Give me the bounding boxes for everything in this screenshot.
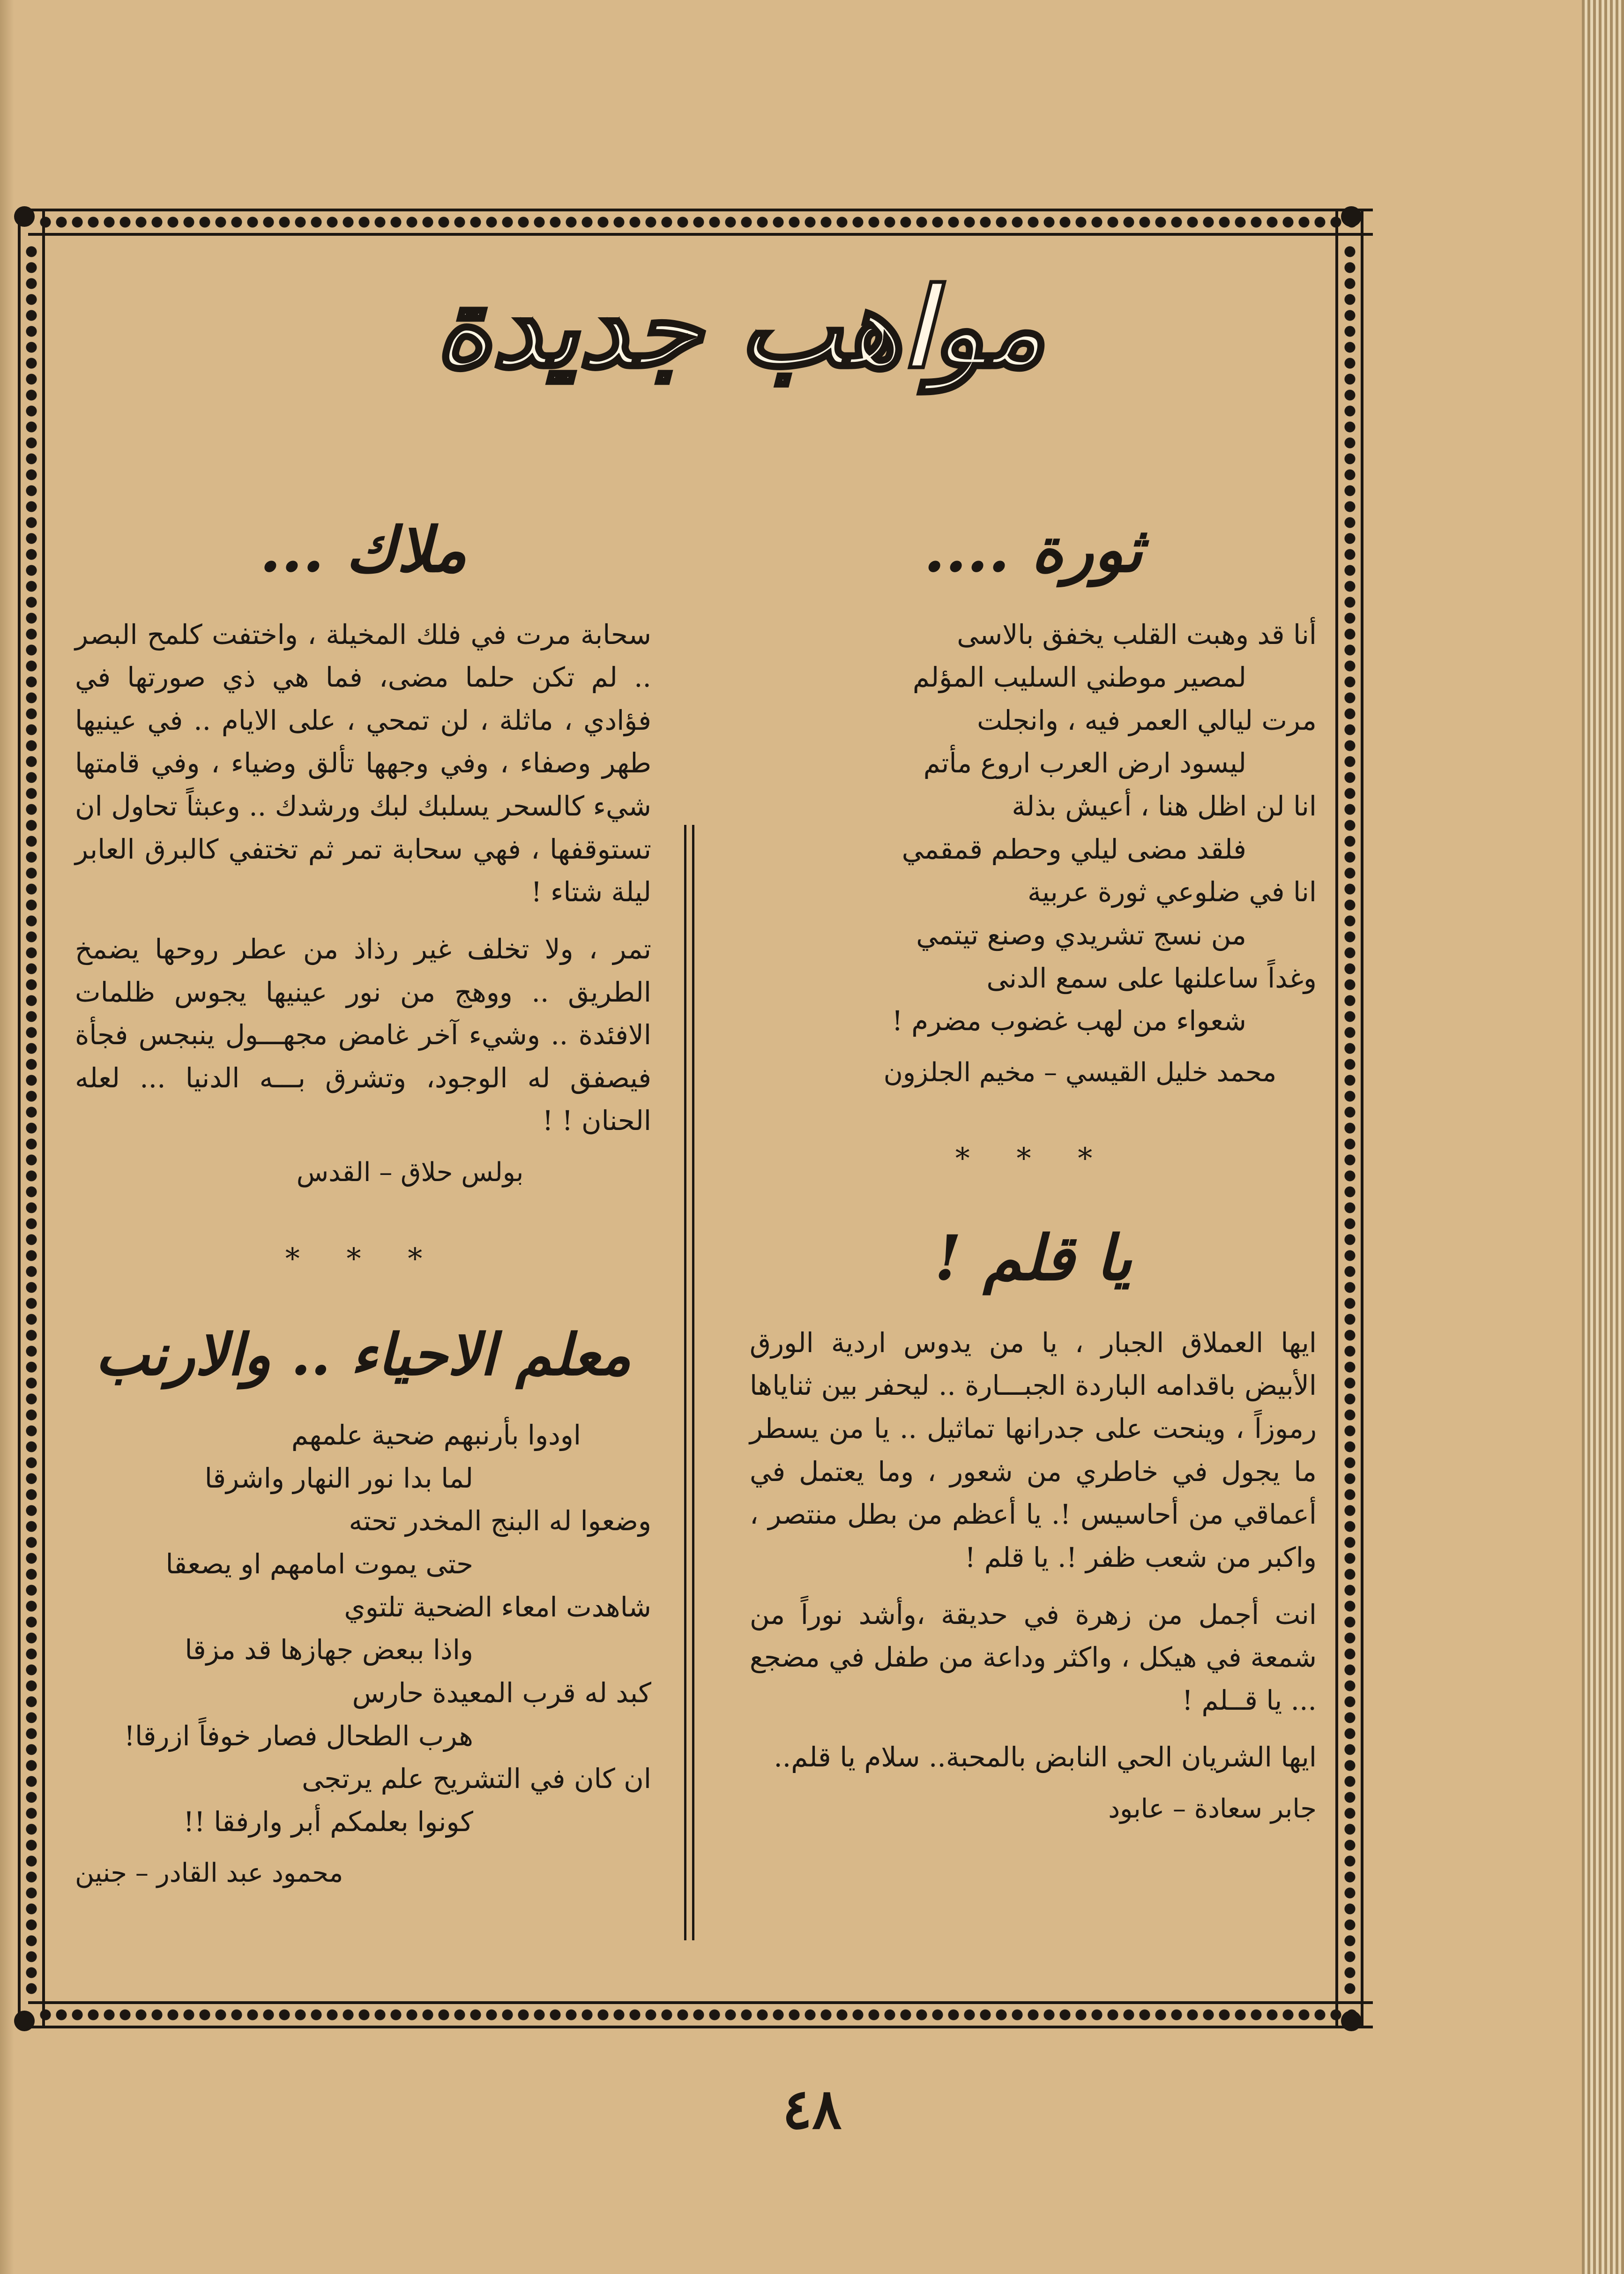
poem-line: شعواء من لهب غضوب مضرم ! (892, 1005, 1246, 1037)
poem-line: ليسود ارض العرب اروع مأتم (923, 747, 1246, 779)
poem-line: مرت ليالي العمر فيه ، وانجلت (977, 704, 1317, 736)
poem-title-muallim: معلم الاحياء .. والارنب (95, 1321, 631, 1389)
poem-signature-muallim: محمود عبد القادر – جنين (75, 1858, 343, 1889)
poem-line: وغداً ساعلنها على سمع الدنى (986, 962, 1317, 994)
poem-line: اودوا بأرنبهم ضحية علمهم (291, 1419, 581, 1451)
prose-paragraph: ايها العملاق الجبار ، يا من يدوس اردية الورق الأبيض باقدامه الباردة الجبـــارة .. ليحفر بين ثناياها رموزاً ، وينحت على جدرانها تماثيل .. يا من يسطر ما يجول في خاطري من شعور ، وما يعتمل في أعماقي من أحاسيس !. يا أعظم من بطل منتصر ، واكبر من شعب ظفر !. يا قلم ! (750, 1326, 1317, 1573)
section-separator-stars: * * * (955, 1141, 1111, 1176)
page-number: ٤٨ (782, 2076, 842, 2141)
prose-signature-ya-qalam: جابر سعادة – عابود (1108, 1794, 1317, 1825)
section-separator-stars: * * * (285, 1241, 441, 1276)
poem-line: لمصير موطني السليب المؤلم (912, 661, 1246, 694)
poem-signature-thawra: محمد خليل القيسي – مخيم الجلزون (883, 1057, 1277, 1088)
prose-paragraph: سحابة مرت في فلك المخيلة ، واختفت كلمح البصر .. لم تكن حلما مضى، فما هي ذي صورتها في فؤادي ، ماثلة ، لن تمحي ، على الايام .. في عينيها طهر وصفاء ، وفي وجهها تألق وضياء ، وفي قامتها شيء كالسحر يسلبك لبك ورشدك .. وعبثاً تحاول ان تستوقفها ، فهي سحابة تمر ثم تختفي كالبرق العابر ليلة شتاء ! (75, 618, 651, 908)
poem-line: ان كان في التشريح علم يرتجى (302, 1763, 651, 1795)
poem-line: هرب الطحال فصار خوفاً ازرقا! (124, 1720, 473, 1752)
poem-line: واذا ببعض جهازها قد مزقا (185, 1634, 473, 1666)
prose-paragraph: تمر ، ولا تخلف غير رذاذ من عطر روحها يضمخ الطريق .. ووهج من نور عينيها يجوس ظلمات الافئدة .. وشيء آخر غامض مجهـــول ينبجس فجأة فيصفق له الوجود، وتشرق بـــه الدنيا ... لعله الحنان ! ! (75, 933, 651, 1137)
poem-line: وضعوا له البنج المخدر تحته (349, 1505, 651, 1537)
prose-paragraph: انت أجمل من زهرة في حديقة ،وأشد نوراً من شمعة في هيكل ، واكثر وداعة من طفل في مضجع ... يا قــلم ! (750, 1598, 1317, 1716)
prose-title-ya-qalam: يا قلم ! (934, 1222, 1132, 1295)
poem-line: أنا قد وهبت القلب يخفق بالاسى (957, 618, 1317, 651)
masthead-title: مواهب جديدة (435, 265, 1045, 391)
poem-line: كبد له قرب المعيدة حارس (352, 1676, 651, 1709)
poem-line: انا لن اظل هنا ، أعيش بذلة (1012, 790, 1317, 823)
poem-line: لما بدا نور النهار واشرقا (204, 1462, 473, 1494)
prose-paragraph: ايها الشريان الحي النابض بالمحبة.. سلام يا قلم.. (774, 1741, 1317, 1773)
poem-muallim (75, 1414, 651, 1843)
poem-line: شاهدت امعاء الضحية تلتوي (344, 1591, 651, 1623)
prose-ya-qalam (750, 1322, 1317, 1779)
right-column (750, 501, 1317, 1830)
prose-signature-malak: بولس حلاق – القدس (296, 1157, 524, 1188)
poem-line: كونوا بعلمكم أبر وارفقا !! (183, 1805, 473, 1838)
prose-title-malak: ملاك ... (259, 514, 467, 586)
poem-line: انا في ضلوعي ثورة عربية (1028, 876, 1317, 908)
poem-line: من نسج تشريدي وصنع تيتمي (916, 919, 1246, 951)
poem-line: حتى يموت امامهم او يصعقا (165, 1548, 473, 1580)
poem-thawra (750, 613, 1317, 1043)
page-left-edge (0, 0, 14, 2274)
page-right-edge (1582, 0, 1624, 2274)
column-divider (684, 825, 694, 1940)
poem-title-thawra: ثورة .... (924, 514, 1143, 586)
left-column (75, 501, 651, 1894)
masthead (272, 244, 1209, 412)
poem-line: فلقد مضى ليلي وحطم قمقمي (901, 833, 1246, 865)
prose-malak (75, 613, 651, 1143)
